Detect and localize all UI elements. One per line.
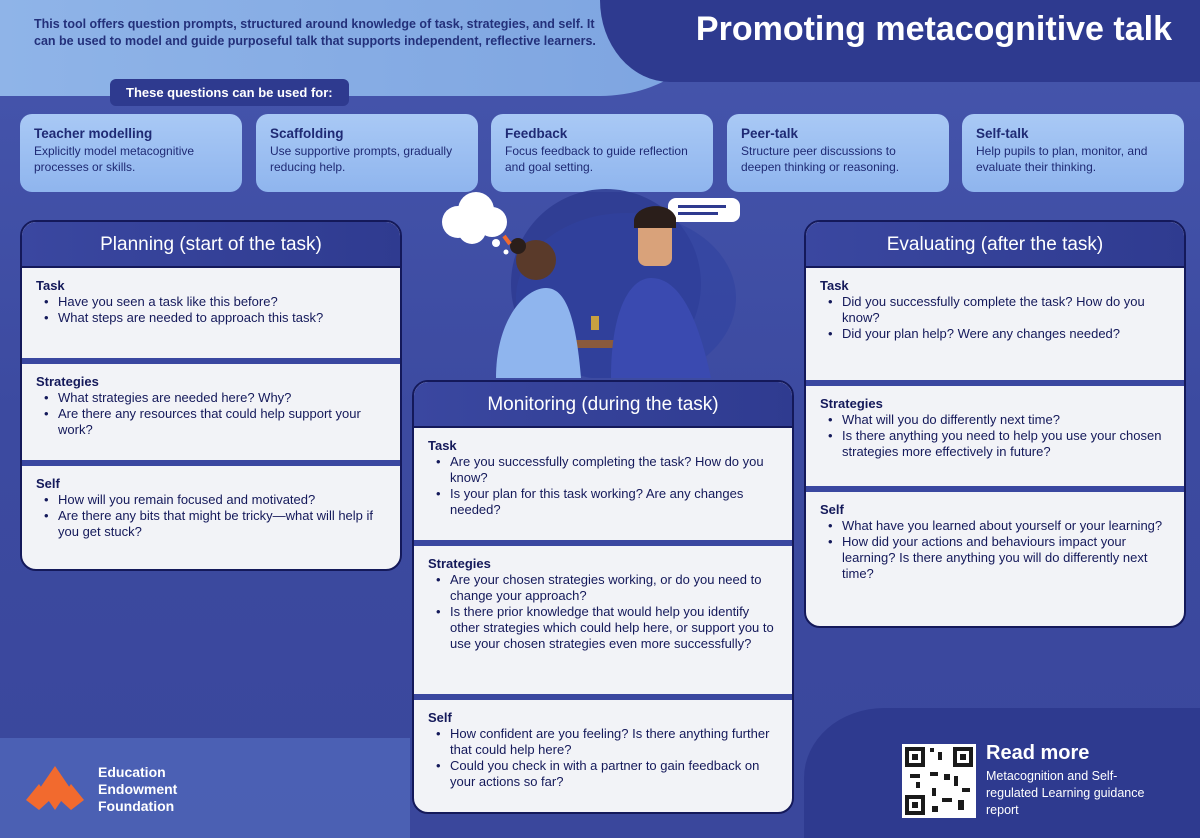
question-item: • What strategies are needed here? Why? xyxy=(36,390,386,406)
section-title: Self xyxy=(428,710,452,725)
planning-strategies-section xyxy=(22,364,400,466)
evaluating-self-section xyxy=(806,492,1184,582)
use-card-title: Feedback xyxy=(505,126,568,141)
use-card-feedback xyxy=(491,114,713,192)
monitoring-strategies-section xyxy=(414,546,792,700)
use-card-title: Peer-talk xyxy=(741,126,799,141)
question-item: • Are there any resources that could help support your work? xyxy=(36,406,386,438)
section-title: Task xyxy=(820,278,849,293)
section-title: Task xyxy=(428,438,457,453)
question-item: • What will you do differently next time? xyxy=(820,412,1170,428)
planning-task-section xyxy=(22,268,400,364)
planning-self-section xyxy=(22,466,400,540)
question-list xyxy=(428,454,778,518)
use-card-desc: Structure peer discussions to deepen thinking or reasoning. xyxy=(741,144,900,174)
use-card-scaffolding xyxy=(256,114,478,192)
question-list xyxy=(36,390,386,438)
use-card-title: Self-talk xyxy=(976,126,1029,141)
question-item: • How did your actions and behaviours impact your learning? Is there anything you will do differently next time? xyxy=(820,534,1170,582)
question-item: • How will you remain focused and motivated? xyxy=(36,492,386,508)
evaluating-strategies-section xyxy=(806,386,1184,492)
use-card-self-talk xyxy=(962,114,1184,192)
uses-row xyxy=(20,114,1186,192)
question-list xyxy=(820,412,1170,460)
speech-bubble-icon xyxy=(668,198,740,222)
question-item: • Is there anything you need to help you use your chosen strategies more effectively in future? xyxy=(820,428,1170,460)
use-card-peer-talk xyxy=(727,114,949,192)
use-card-title: Teacher modelling xyxy=(34,126,153,141)
section-title: Strategies xyxy=(428,556,491,571)
monitoring-heading: Monitoring (during the task) xyxy=(414,382,792,428)
question-item: • How confident are you feeling? Is there anything further that could help here? xyxy=(428,726,778,758)
question-item: • Are your chosen strategies working, or do you need to change your approach? xyxy=(428,572,778,604)
page-title: Promoting metacognitive talk xyxy=(695,10,1172,48)
eef-logo-icon xyxy=(24,764,86,812)
evaluating-panel xyxy=(804,220,1186,628)
planning-heading: Planning (start of the task) xyxy=(22,222,400,268)
evaluating-task-section xyxy=(806,268,1184,386)
section-title: Task xyxy=(36,278,65,293)
question-item: • Could you check in with a partner to gain feedback on your actions so far? xyxy=(428,758,778,790)
use-card-teacher-modelling xyxy=(20,114,242,192)
read-more-desc[interactable]: Metacognition and Self-regulated Learning guidance report xyxy=(986,769,1145,817)
question-item: • Are you successfully completing the task? How do you know? xyxy=(428,454,778,486)
section-title: Self xyxy=(36,476,60,491)
section-title: Self xyxy=(820,502,844,517)
question-item: • Have you seen a task like this before? xyxy=(36,294,386,310)
question-item: • Is your plan for this task working? Are any changes needed? xyxy=(428,486,778,518)
planning-panel xyxy=(20,220,402,571)
evaluating-heading: Evaluating (after the task) xyxy=(806,222,1184,268)
use-card-desc: Help pupils to plan, monitor, and evaluate their thinking. xyxy=(976,144,1148,174)
question-item: • What steps are needed to approach this task? xyxy=(36,310,386,326)
use-card-desc: Explicitly model metacognitive processes or skills. xyxy=(34,144,195,174)
org-name: Education Endowment Foundation xyxy=(98,764,178,814)
use-card-title: Scaffolding xyxy=(270,126,344,141)
monitoring-panel xyxy=(412,380,794,814)
question-item: • Is there prior knowledge that would help you identify other strategies which could help here, or support you to use your chosen strategies even more successfully? xyxy=(428,604,778,652)
question-list xyxy=(36,492,386,540)
use-card-desc: Use supportive prompts, gradually reducing help. xyxy=(270,144,453,174)
monitoring-task-section xyxy=(414,428,792,546)
section-title: Strategies xyxy=(36,374,99,389)
uses-label: These questions can be used for: xyxy=(110,79,349,106)
question-list xyxy=(820,518,1170,582)
use-card-desc: Focus feedback to guide reflection and goal setting. xyxy=(505,144,688,174)
question-item: • Did you successfully complete the task? How do you know? xyxy=(820,294,1170,326)
question-item: • What have you learned about yourself or your learning? xyxy=(820,518,1170,534)
question-item: • Are there any bits that might be tricky—what will help if you get stuck? xyxy=(36,508,386,540)
thought-cloud-icon xyxy=(442,192,509,255)
section-title: Strategies xyxy=(820,396,883,411)
monitoring-self-section xyxy=(414,700,792,790)
qr-code-icon[interactable] xyxy=(902,744,976,818)
question-list xyxy=(36,294,386,326)
read-more-title[interactable]: Read more xyxy=(986,742,1090,764)
question-list xyxy=(820,294,1170,342)
question-list xyxy=(428,572,778,652)
intro-text: This tool offers question prompts, structured around knowledge of task, strategies, and self. It can be used to model and guide purposeful talk that supports independent, reflective learners. xyxy=(34,17,596,48)
question-item: • Did your plan help? Were any changes needed? xyxy=(820,326,1170,342)
students-talking-illustration xyxy=(426,188,746,378)
question-list xyxy=(428,726,778,790)
